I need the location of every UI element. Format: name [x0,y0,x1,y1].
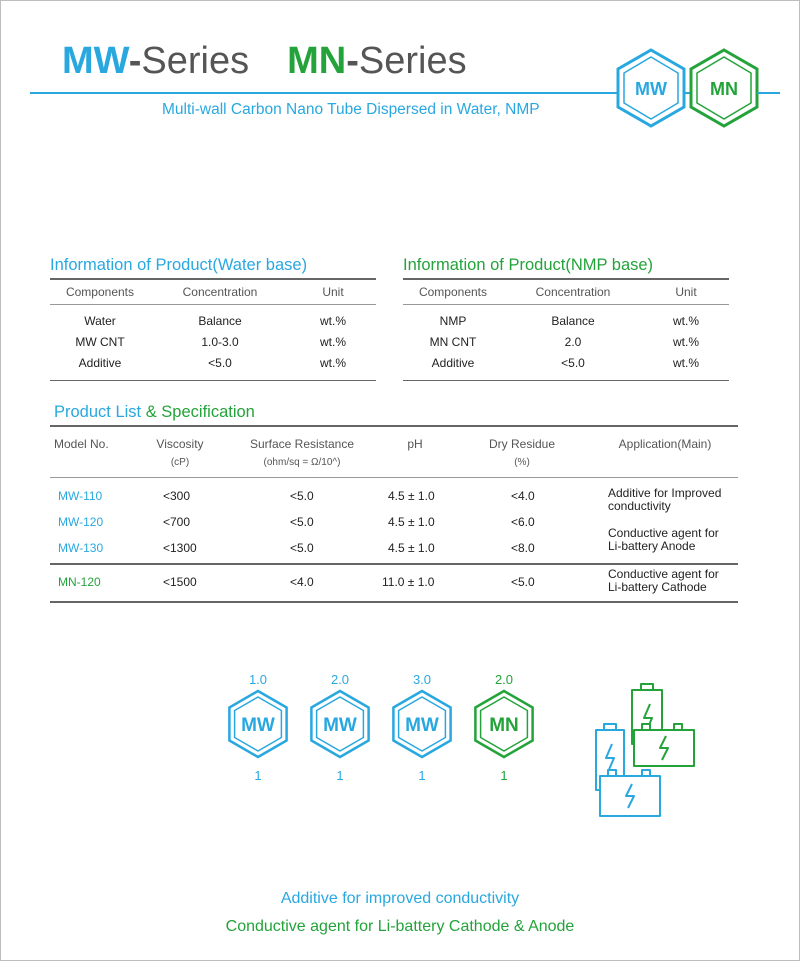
footer-line-2: Conductive agent for Li-battery Cathode & Anode [225,918,575,935]
hexagon-top-number: 2.0 [494,672,514,687]
col-unit: Unit [322,284,344,299]
table-row [50,311,376,332]
water-table-header [50,280,376,304]
water-table-title: Information of Product(Water base) [50,256,308,274]
hexagon-top-number: 2.0 [330,672,350,687]
col-ph: pH [407,437,423,451]
resistance-label: Surface Resistance [249,437,355,451]
cell: 4.5 ± 1.0 [388,541,435,555]
cell: <300 [163,489,191,503]
cell: wt.% [672,335,699,349]
col-concentration: Concentration [182,284,258,299]
mw-prefix: MW [62,40,129,82]
hexagon-badge-mw-1 [229,672,286,783]
app-line: Conductive agent for [608,567,719,581]
cell: wt.% [319,335,346,349]
page-subtitle: Multi-wall Carbon Nano Tube Dispersed in Water, NMP [162,101,540,118]
application-mn [608,568,748,594]
cell: Additive [78,356,122,370]
hexagon-label: MW [241,715,275,736]
logo-mn-text: MN [710,79,738,99]
cell: 4.5 ± 1.0 [388,515,435,529]
col-model: Model No. [54,437,109,451]
cell: Water [84,314,116,328]
logo-mw-text: MW [635,79,667,99]
application-mw-2 [608,527,748,553]
water-info-table [50,256,376,381]
cell: wt.% [672,356,699,370]
residue-unit: (%) [514,457,530,468]
resistance-unit: (ohm/sq = Ω/10^) [263,457,341,468]
cell: 11.0 ± 1.0 [382,575,435,589]
col-resistance [232,437,372,468]
mw-hexagon-logo [618,50,684,126]
model-mw-120: MW-120 [58,515,104,529]
cell: <4.0 [511,489,535,503]
residue-label: Dry Residue [488,437,556,451]
product-list-header-rule [50,477,738,478]
product-list-bottom-rule [50,601,738,603]
product-list-title-b: & Specification [141,403,255,421]
battery-illustration-icon [590,680,710,820]
mn-hexagon-logo [691,50,757,126]
col-components: Components [65,284,135,299]
cell: <5.0 [208,356,232,370]
cell: <5.0 [561,356,585,370]
cell: 1.0-3.0 [201,335,239,349]
cell: <5.0 [290,515,314,529]
hexagon-top-number: 3.0 [412,672,432,687]
product-list-top-rule [50,425,738,427]
title-dash-2: - [346,40,359,82]
hexagon-label: MN [489,715,519,736]
footer-line-1: Additive for improved conductivity [280,890,520,907]
table-row [403,332,729,353]
hexagon-badge-mw-3 [393,672,450,783]
cell: <8.0 [511,541,535,555]
cell: <1300 [163,541,197,555]
col-viscosity [140,437,220,468]
col-unit: Unit [675,284,697,299]
mn-suffix: Series [358,40,467,82]
app-line: Li-battery Cathode [608,580,707,594]
viscosity-unit: (cP) [170,457,190,468]
col-residue [475,437,569,468]
cell: Balance [551,314,595,328]
cell: Additive [431,356,475,370]
nmp-info-table [403,256,729,381]
cell: <700 [163,515,191,529]
cell: wt.% [672,314,699,328]
hexagon-bottom-number: 1 [418,768,426,783]
cell: NMP [439,314,467,328]
cell: MN CNT [429,335,477,349]
model-mw-110: MW-110 [58,489,103,503]
product-list-title-a: Product List [54,403,142,421]
table-row [50,353,376,374]
hexagon-row [222,670,562,790]
hexagon-badge-mn-4 [475,672,532,783]
cell: <1500 [163,575,197,589]
product-list-title [54,403,255,422]
col-application: Application(Main) [618,437,712,451]
cell: Balance [198,314,242,328]
nmp-table-title: Information of Product(NMP base) [403,256,654,274]
product-list-mid-rule [50,563,738,565]
hexagon-bottom-number: 1 [254,768,262,783]
cell: <5.0 [290,489,314,503]
mn-prefix: MN [287,40,347,82]
hexagon-label: MW [405,715,439,736]
model-mw-130: MW-130 [58,541,104,555]
hexagon-label: MW [323,715,357,736]
app-line: Additive for Improved [608,486,722,500]
mw-suffix: Series [141,40,250,82]
cell: <5.0 [511,575,535,589]
table-row [403,353,729,374]
cell: <5.0 [290,541,314,555]
col-concentration: Concentration [535,284,611,299]
table-row [50,332,376,353]
series-logos [614,48,774,138]
cell: wt.% [319,356,346,370]
cell: 2.0 [564,335,582,349]
cell: wt.% [319,314,346,328]
app-line: Conductive agent for [608,526,719,540]
application-mw-1 [608,487,748,513]
title-dash-1: - [128,40,142,82]
cell: 4.5 ± 1.0 [388,489,435,503]
hexagon-bottom-number: 1 [336,768,344,783]
hexagon-bottom-number: 1 [500,768,508,783]
app-line: conductivity [608,499,671,513]
col-components: Components [418,284,488,299]
hexagon-top-number: 1.0 [248,672,268,687]
cell: <4.0 [290,575,314,589]
cell: MW CNT [75,335,125,349]
app-line: Li-battery Anode [608,539,696,553]
nmp-table-header [403,280,729,304]
hexagon-badge-mw-2 [311,672,368,783]
viscosity-label: Viscosity [156,437,204,451]
model-mn-120: MN-120 [58,575,101,589]
table-row [403,311,729,332]
page-title [62,40,467,83]
cell: <6.0 [511,515,535,529]
